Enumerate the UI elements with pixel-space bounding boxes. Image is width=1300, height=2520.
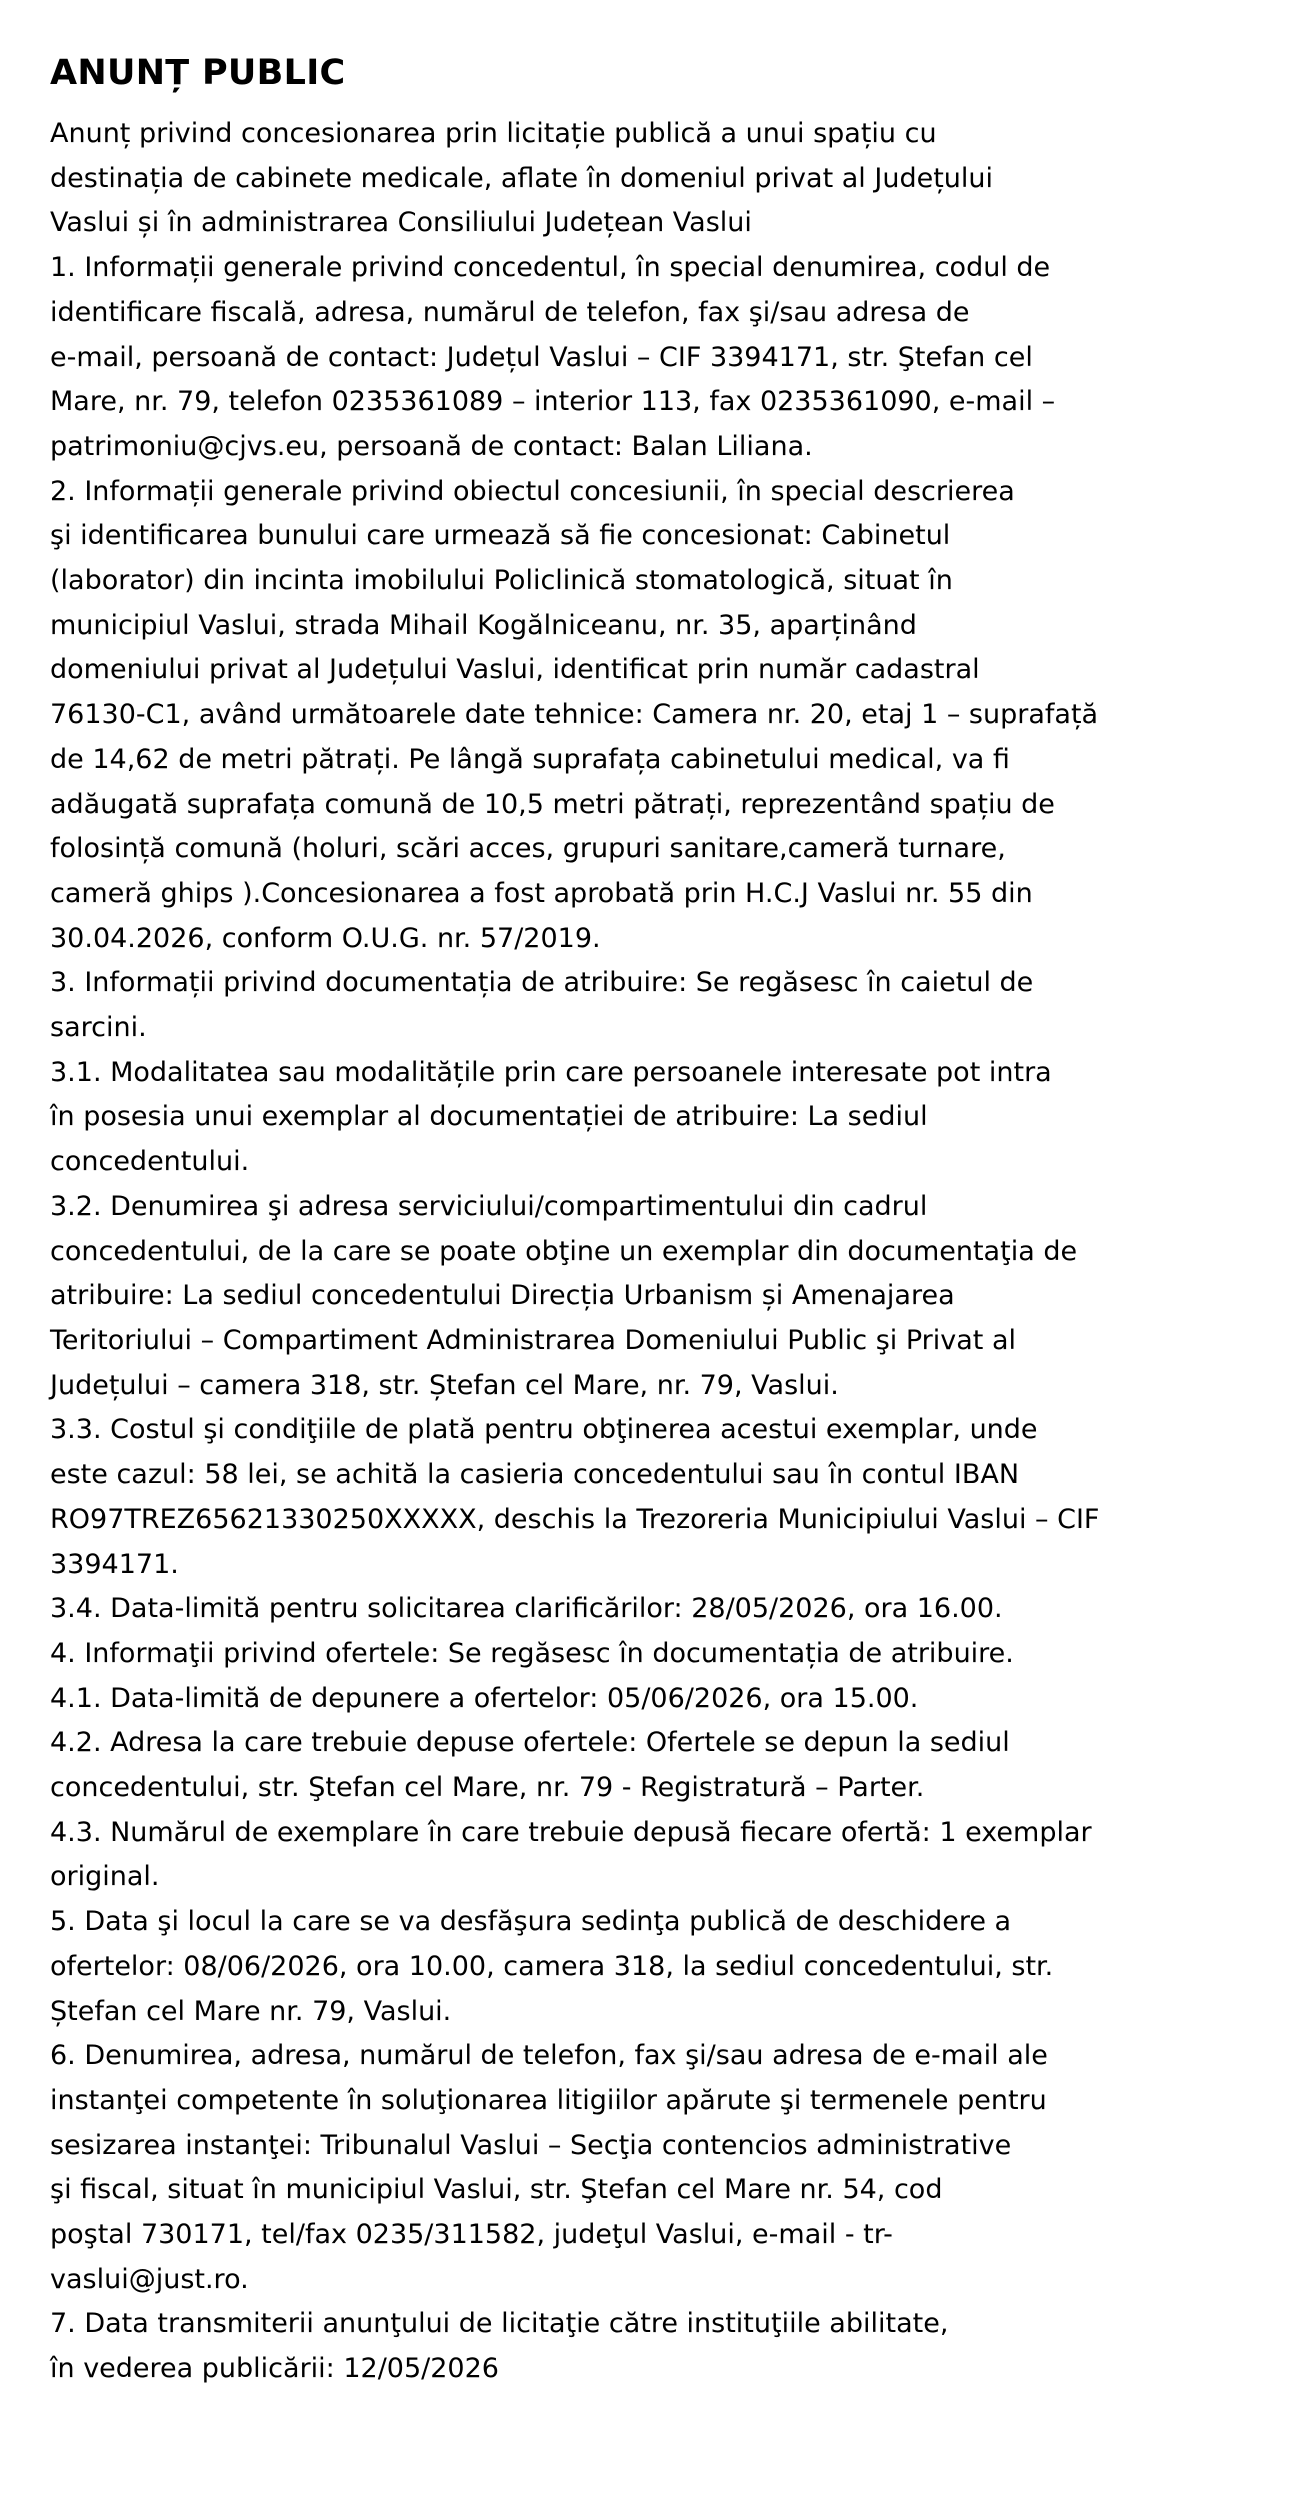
section-4-2-submission-address: 4.2. Adresa la care trebuie depuse ofertele: Ofertele se depun la sediul concedentului, str. Ştefan cel Mare, nr. 79 - Registratură – Parter. (50, 1727, 1010, 1804)
announcement-title: ANUNȚ PUBLIC (50, 53, 346, 93)
section-1-grantor-info: 1. Informații generale privind concedentul, în special denumirea, codul de identificare fiscală, adresa, numărul de telefon, fax şi/sau adresa de e-mail, persoană de contact: Județul Vaslui – CIF 3394171, str. Ştefan cel Mare, nr. 79, telefon 0235361089 – interior 113, fax 0235361090, e-mail – patrimoniu@cjvs.eu, persoană de contact: Balan Liliana. (50, 252, 1056, 462)
section-7-transmission-date: 7. Data transmiterii anunţului de licitaţie către instituţiile abilitate, în vederea publicării: 12/05/2026 (50, 2308, 949, 2385)
section-4-offers-info: 4. Informaţii privind ofertele: Se regăsesc în documentația de atribuire. (50, 1637, 1014, 1669)
section-3-4-clarification-deadline: 3.4. Data-limită pentru solicitarea clarificărilor: 28/05/2026, ora 16.00. (50, 1593, 1003, 1625)
section-3-1-obtaining-documentation: 3.1. Modalitatea sau modalitățile prin care persoanele interesate pot intra în posesia unui exemplar al documentației de atribuire: La sediul concedentului. (50, 1056, 1052, 1178)
section-6-competent-court: 6. Denumirea, adresa, numărul de telefon, fax şi/sau adresa de e-mail ale instanţei competente în soluţionarea litigiilor apărute şi termenele pentru sesizarea instanţei: Tribunalul Vaslui – Secţia contencios administrative şi fiscal, situat în municipiul Vaslui, str. Ştefan cel Mare nr. 54, cod poştal 730171, tel/fax 0235/311582, judeţul Vaslui, e-mail - tr- vaslui@just.ro. (50, 2040, 1048, 2295)
section-4-3-number-of-copies: 4.3. Numărul de exemplare în care trebuie depusă fiecare ofertă: 1 exemplar original. (50, 1816, 1092, 1893)
announcement-document (50, 50, 1170, 2392)
intro-paragraph: Anunț privind concesionarea prin licitație publică a unui spațiu cu destinația de cabinete medicale, aflate în domeniul privat al Județului Vaslui și în administrarea Consiliului Județean Vaslui (50, 118, 994, 239)
section-2-concession-object: 2. Informații generale privind obiectul concesiunii, în special descrierea şi identificarea bunului care urmează să fie concesionat: Cabinetul (laborator) din incinta imobilului Policlinică stomatologică, situat în municipiul Vaslui, strada Mihail Kogălniceanu, nr. 35, aparținând domeniului privat al Județului Vaslui, identificat prin număr cadastral 76130-C1, având următoarele date tehnice: Camera nr. 20, etaj 1 – suprafață de 14,62 de metri pătrați. Pe lângă suprafața cabinetului medical, va fi adăugată suprafața comună de 10,5 metri pătrați, reprezentând spațiu de folosință comună (holuri, scări acces, grupuri sanitare,cameră turnare, cameră ghips ).Concesionarea a fost aprobată prin H.C.J Vaslui nr. 55 din 30.04.2026, conform O.U.G. nr. 57/2019. (50, 475, 1099, 954)
section-3-award-documentation: 3. Informații privind documentația de atribuire: Se regăsesc în caietul de sarcini. (50, 967, 1034, 1044)
section-3-3-cost-and-payment: 3.3. Costul şi condiţiile de plată pentru obţinerea acestui exemplar, unde este cazul: 58 lei, se achită la casieria concedentului sau în contul IBAN RO97TREZ65621330250XXXXX, deschis la Trezoreria Municipiului Vaslui – CIF 3394171. (50, 1414, 1100, 1580)
section-4-1-submission-deadline: 4.1. Data-limită de depunere a ofertelor: 05/06/2026, ora 15.00. (50, 1682, 919, 1714)
section-3-2-issuing-department: 3.2. Denumirea şi adresa serviciului/compartimentului din cadrul concedentului, de la care se poate obţine un exemplar din documentaţia de atribuire: La sediul concedentului Direcția Urbanism și Amenajarea Teritoriului – Compartiment Administrarea Domeniului Public şi Privat al Județului – camera 318, str. Ștefan cel Mare, nr. 79, Vaslui. (50, 1190, 1078, 1401)
section-5-opening-session: 5. Data şi locul la care se va desfăşura sedinţa publică de deschidere a ofertelor: 08/06/2026, ora 10.00, camera 318, la sediul concedentului, str. Ștefan cel Mare nr. 79, Vaslui. (50, 1906, 1054, 2027)
